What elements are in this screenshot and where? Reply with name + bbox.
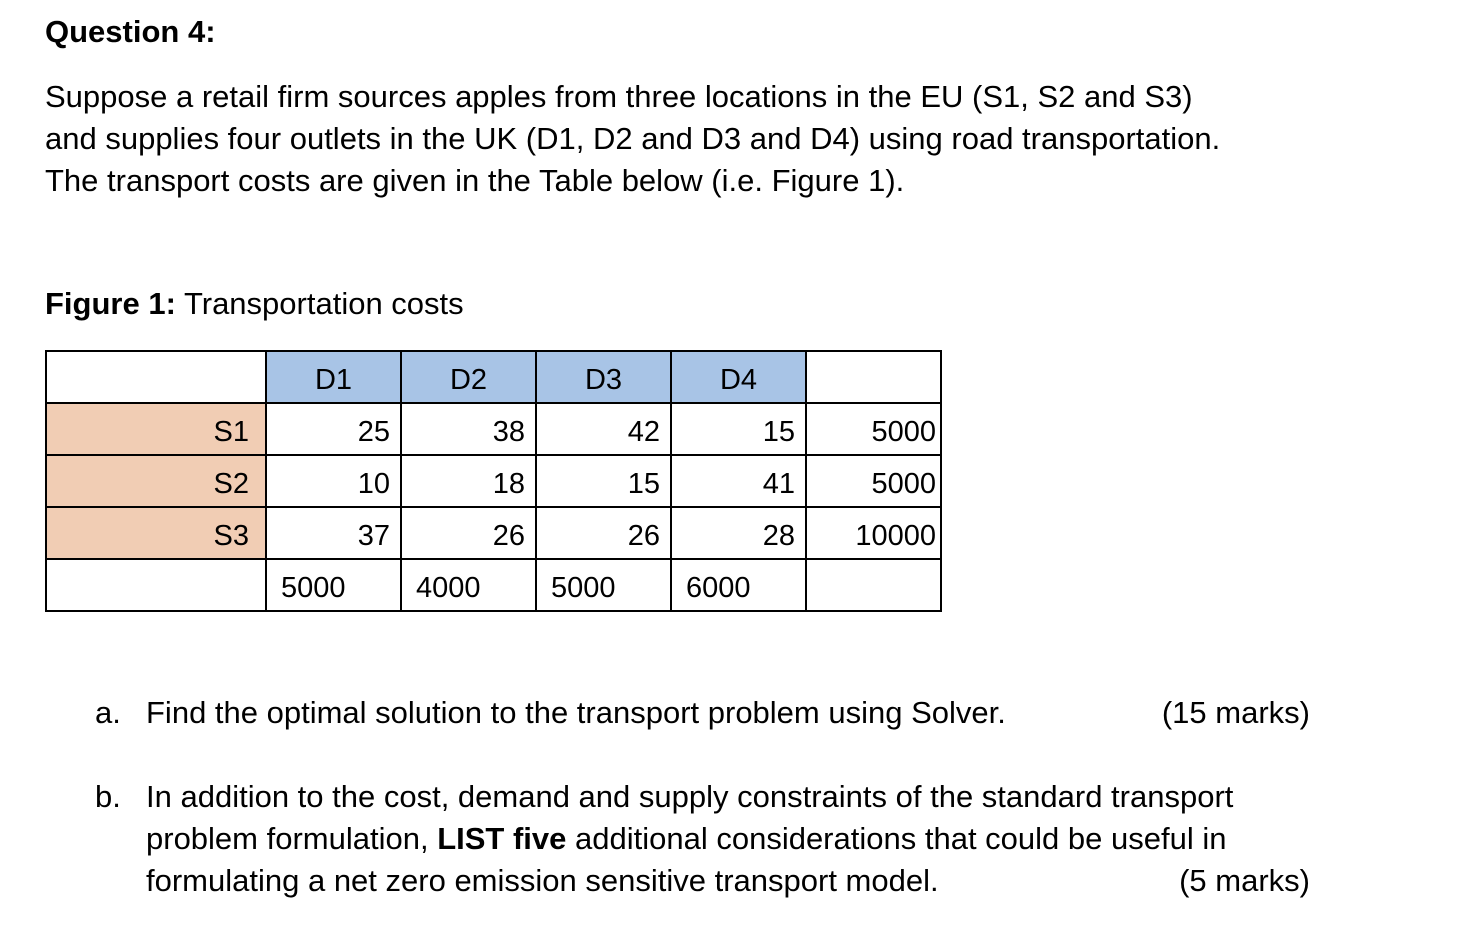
table-header-row (46, 351, 941, 403)
question-b-letter: b. (95, 779, 121, 814)
demand-cell: 6000 (671, 559, 806, 611)
cost-cell: 15 (536, 455, 671, 507)
figure-title: Transportation costs (175, 286, 464, 321)
demand-total-cell (806, 559, 941, 611)
column-header-d2: D2 (401, 351, 536, 403)
question-b (0, 776, 1458, 906)
table-row-s3 (46, 507, 941, 559)
question-a-marks: (15 marks) (1161, 695, 1310, 730)
row-header-s3: S3 (46, 507, 266, 559)
intro-line: Suppose a retail firm sources apples from three locations in the EU (S1, S2 and S3) (45, 79, 1193, 114)
cost-cell: 25 (266, 403, 401, 455)
table-row-s2 (46, 455, 941, 507)
supply-cell: 5000 (806, 403, 941, 455)
question-b-line-2 (146, 818, 1226, 860)
question-b-marks: (5 marks) (1179, 863, 1310, 898)
demand-cell: 4000 (401, 559, 536, 611)
question-b-emphasis: LIST five (437, 821, 567, 856)
cost-cell: 26 (536, 507, 671, 559)
cost-cell: 26 (401, 507, 536, 559)
question-b-line-1: In addition to the cost, demand and supply constraints of the standard transport (146, 779, 1234, 814)
cost-cell: 18 (401, 455, 536, 507)
intro-line: The transport costs are given in the Table below (i.e. Figure 1). (45, 163, 905, 198)
row-header-s2: S2 (46, 455, 266, 507)
cost-cell: 15 (671, 403, 806, 455)
table-demand-row (46, 559, 941, 611)
question-a-letter: a. (95, 695, 121, 730)
question-a-text: Find the optimal solution to the transport problem using Solver. (146, 695, 1006, 730)
question-b-line-3: formulating a net zero emission sensitive transport model. (146, 863, 939, 898)
table-corner-cell (46, 351, 266, 403)
intro-paragraph (45, 76, 1375, 202)
supply-header-cell (806, 351, 941, 403)
transportation-cost-table (45, 350, 942, 612)
demand-label-cell (46, 559, 266, 611)
question-b-line-2-start: problem formulation, (146, 821, 438, 856)
column-header-d3: D3 (536, 351, 671, 403)
cost-cell: 38 (401, 403, 536, 455)
cost-cell: 10 (266, 455, 401, 507)
cost-cell: 37 (266, 507, 401, 559)
question-b-line-2-end: additional considerations that could be useful in (566, 821, 1227, 856)
column-header-d1: D1 (266, 351, 401, 403)
column-header-d4: D4 (671, 351, 806, 403)
figure-caption (45, 284, 464, 324)
supply-cell: 10000 (806, 507, 941, 559)
cost-cell: 28 (671, 507, 806, 559)
demand-cell: 5000 (266, 559, 401, 611)
intro-line: and supplies four outlets in the UK (D1, D2 and D3 and D4) using road transportation. (45, 121, 1221, 156)
row-header-s1: S1 (46, 403, 266, 455)
cost-cell: 42 (536, 403, 671, 455)
demand-cell: 5000 (536, 559, 671, 611)
question-heading: Question 4: (45, 14, 216, 49)
figure-label: Figure 1: (45, 286, 176, 321)
supply-cell: 5000 (806, 455, 941, 507)
table-row-s1 (46, 403, 941, 455)
cost-cell: 41 (671, 455, 806, 507)
